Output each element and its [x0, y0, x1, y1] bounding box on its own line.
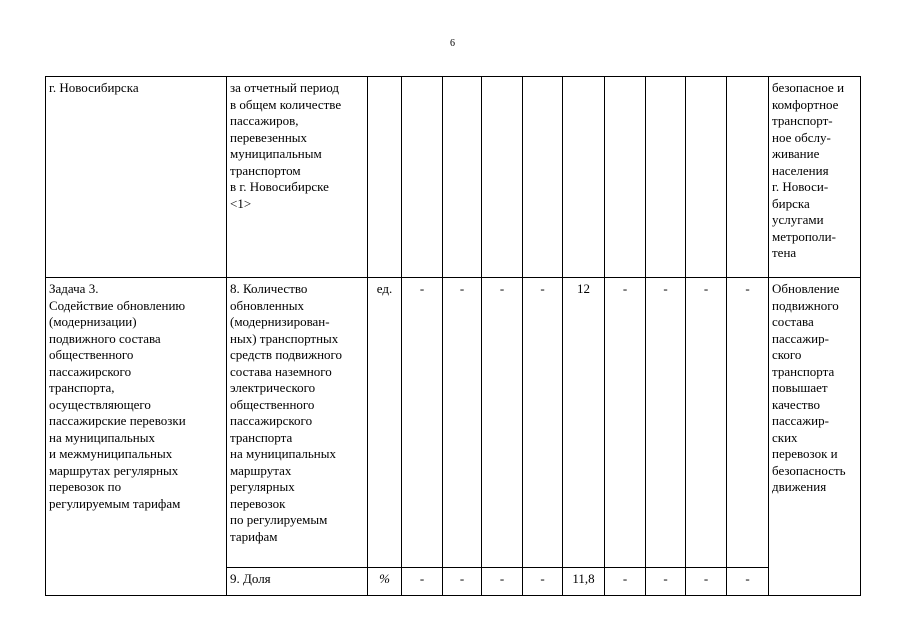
- indicator-name: 8. Количество обновленных (модернизирован- ных) транспортных средств подвижного состава наземного электрического общественного пассажирского транспорта на муниципальных маршрутах регулярных перевозок по регулируемым тарифам: [227, 278, 368, 568]
- value-cell: 11,8: [563, 568, 605, 596]
- value-cell: -: [402, 278, 443, 568]
- value-cell: -: [523, 278, 563, 568]
- value-cell: -: [482, 568, 523, 596]
- value-cell: [482, 77, 523, 278]
- value-cell: [605, 77, 646, 278]
- value-cell: 12: [563, 278, 605, 568]
- value-cell: -: [686, 568, 727, 596]
- value-cell: [686, 77, 727, 278]
- value-cell: -: [482, 278, 523, 568]
- value-cell: -: [727, 568, 769, 596]
- task-caption: Задача 3. Содействие обновлению (модернизации) подвижного состава общественного пассажирского транспорта, осуществляющего пассажирские перевозки на муниципальных и межмуниципальных маршрутах регулярных перевозок по регулируемым тарифам: [46, 278, 227, 596]
- value-cell: -: [646, 278, 686, 568]
- table-row: [46, 278, 861, 568]
- value-cell: [523, 77, 563, 278]
- targets-table: [45, 76, 861, 596]
- value-cell: -: [605, 568, 646, 596]
- unit-cell: [368, 77, 402, 278]
- value-cell: -: [605, 278, 646, 568]
- unit-cell: %: [368, 568, 402, 596]
- value-cell: [646, 77, 686, 278]
- value-cell: -: [686, 278, 727, 568]
- value-cell: -: [443, 568, 482, 596]
- table-row: [46, 77, 861, 278]
- task-caption: г. Новосибирска: [46, 77, 227, 278]
- value-cell: [402, 77, 443, 278]
- value-cell: [563, 77, 605, 278]
- unit-cell: ед.: [368, 278, 402, 568]
- expected-result: безопасное и комфортное транспорт- ное обслу- живание населения г. Новоси- бирска услугами метрополи- тена: [769, 77, 861, 278]
- page-number: 6: [450, 38, 455, 49]
- value-cell: [727, 77, 769, 278]
- value-cell: -: [646, 568, 686, 596]
- indicator-name: за отчетный период в общем количестве пассажиров, перевезенных муниципальным транспортом в г. Новосибирске <1>: [227, 77, 368, 278]
- value-cell: -: [402, 568, 443, 596]
- expected-result: Обновление подвижного состава пассажир- ского транспорта повышает качество пассажир- ских перевозок и безопасность движения: [769, 278, 861, 596]
- value-cell: -: [727, 278, 769, 568]
- value-cell: -: [443, 278, 482, 568]
- value-cell: [443, 77, 482, 278]
- value-cell: -: [523, 568, 563, 596]
- indicator-name: 9. Доля: [227, 568, 368, 596]
